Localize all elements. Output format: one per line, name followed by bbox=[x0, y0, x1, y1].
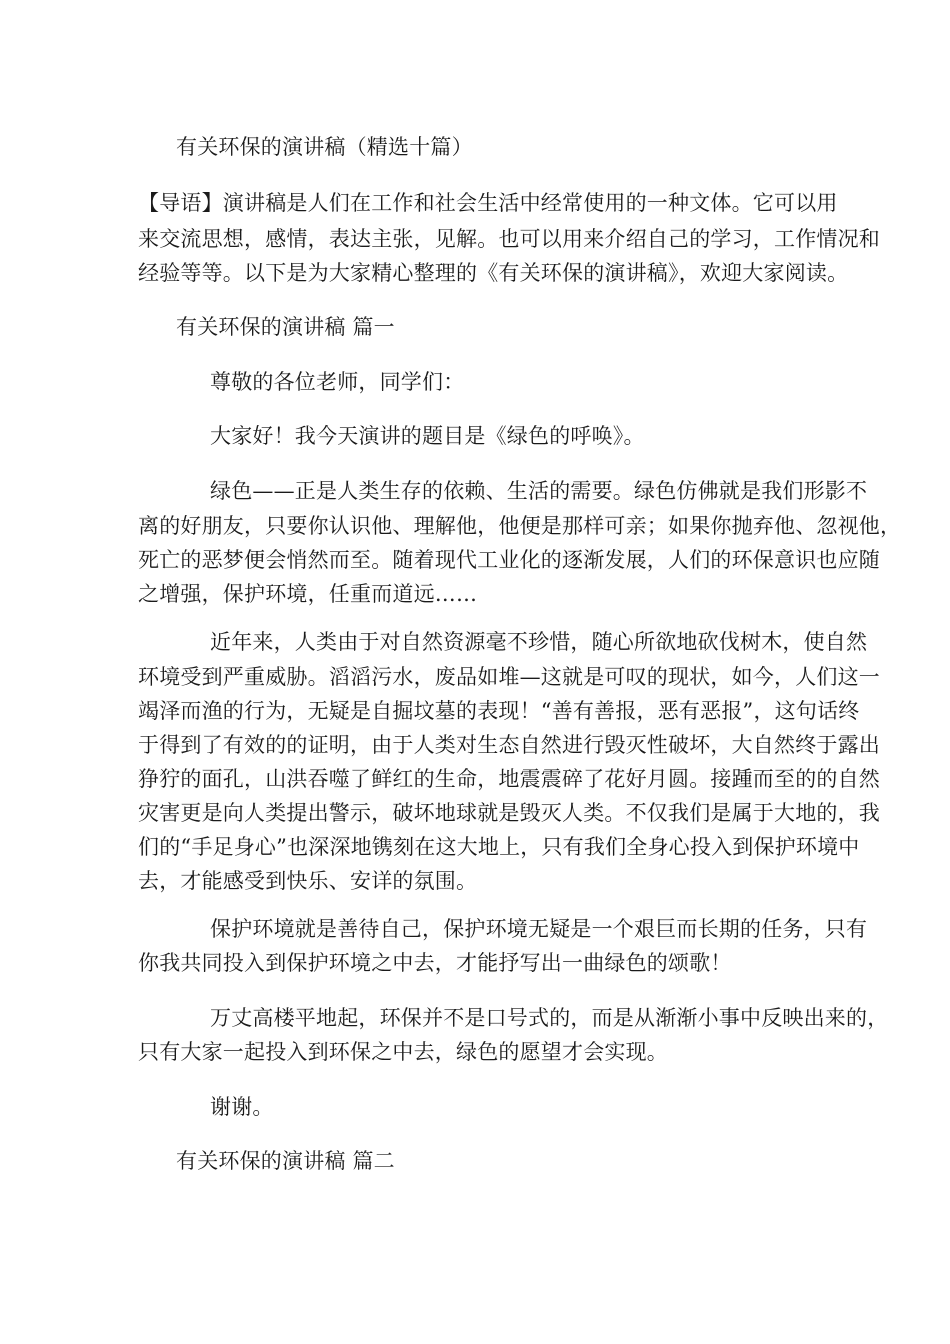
paragraph4-line-2: 只有大家一起投入到环保之中去，绿色的愿望才会实现。 bbox=[138, 1040, 668, 1064]
paragraph3-line-1: 保护环境就是善待自己，保护环境无疑是一个艰巨而长期的任务，只有 bbox=[210, 917, 868, 941]
paragraph2-line-8: 去，才能感受到快乐、安详的氛围。 bbox=[138, 869, 478, 893]
paragraph1-line-3: 死亡的恶梦便会悄然而至。随着现代工业化的逐渐发展，人们的环保意识也应随 bbox=[138, 548, 880, 572]
closing-line: 谢谢。 bbox=[210, 1095, 274, 1119]
paragraph1-line-4: 之增强，保护环境，任重而道远…… bbox=[138, 582, 478, 606]
section-heading-2: 有关环保的演讲稿 篇二 bbox=[176, 1149, 395, 1173]
paragraph2-line-1: 近年来，人类由于对自然资源毫不珍惜，随心所欲地砍伐树木，使自然 bbox=[210, 630, 868, 654]
opening-line: 大家好！我今天演讲的题目是《绿色的呼唤》。 bbox=[210, 424, 645, 448]
intro-line-3: 经验等等。以下是为大家精心整理的《有关环保的演讲稿》，欢迎大家阅读。 bbox=[138, 261, 849, 285]
paragraph1-line-2: 离的好朋友，只要你认识他、理解他，他便是那样可亲；如果你抛弃他、忽视他， bbox=[138, 514, 902, 538]
intro-line-2: 来交流思想，感情，表达主张，见解。也可以用来介绍自己的学习，工作情况和 bbox=[138, 227, 880, 251]
paragraph2-line-4: 于得到了有效的的证明，由于人类对生态自然进行毁灭性破坏，大自然终于露出 bbox=[138, 733, 880, 757]
intro-line-1: 【导语】演讲稿是人们在工作和社会生活中经常使用的一种文体。它可以用 bbox=[138, 191, 838, 215]
paragraph4-line-1: 万丈高楼平地起，环保并不是口号式的，而是从渐渐小事中反映出来的， bbox=[210, 1006, 889, 1030]
paragraph1-line-1: 绿色——正是人类生存的依赖、生活的需要。绿色仿佛就是我们形影不 bbox=[210, 479, 868, 503]
paragraph2-line-6: 灾害更是向人类提出警示，破坏地球就是毁灭人类。不仅我们是属于大地的，我 bbox=[138, 801, 880, 825]
paragraph2-line-2: 环境受到严重威胁。滔滔污水，废品如堆—这就是可叹的现状，如今，人们这一 bbox=[138, 665, 880, 689]
paragraph2-line-5: 狰狞的面孔，山洪吞噬了鲜红的生命，地震震碎了花好月圆。接踵而至的的自然 bbox=[138, 767, 880, 791]
greeting: 尊敬的各位老师，同学们： bbox=[210, 370, 465, 394]
paragraph3-line-2: 你我共同投入到保护环境之中去，才能抒写出一曲绿色的颂歌！ bbox=[138, 951, 732, 975]
paragraph2-line-3: 竭泽而渔的行为，无疑是自掘坟墓的表现！“善有善报，恶有恶报”，这句话终 bbox=[138, 699, 860, 723]
document-title: 有关环保的演讲稿（精选十篇） bbox=[176, 135, 473, 159]
section-heading-1: 有关环保的演讲稿 篇一 bbox=[176, 315, 395, 339]
paragraph2-line-7: 们的“手足身心”也深深地镌刻在这大地上，只有我们全身心投入到保护环境中 bbox=[138, 835, 860, 859]
